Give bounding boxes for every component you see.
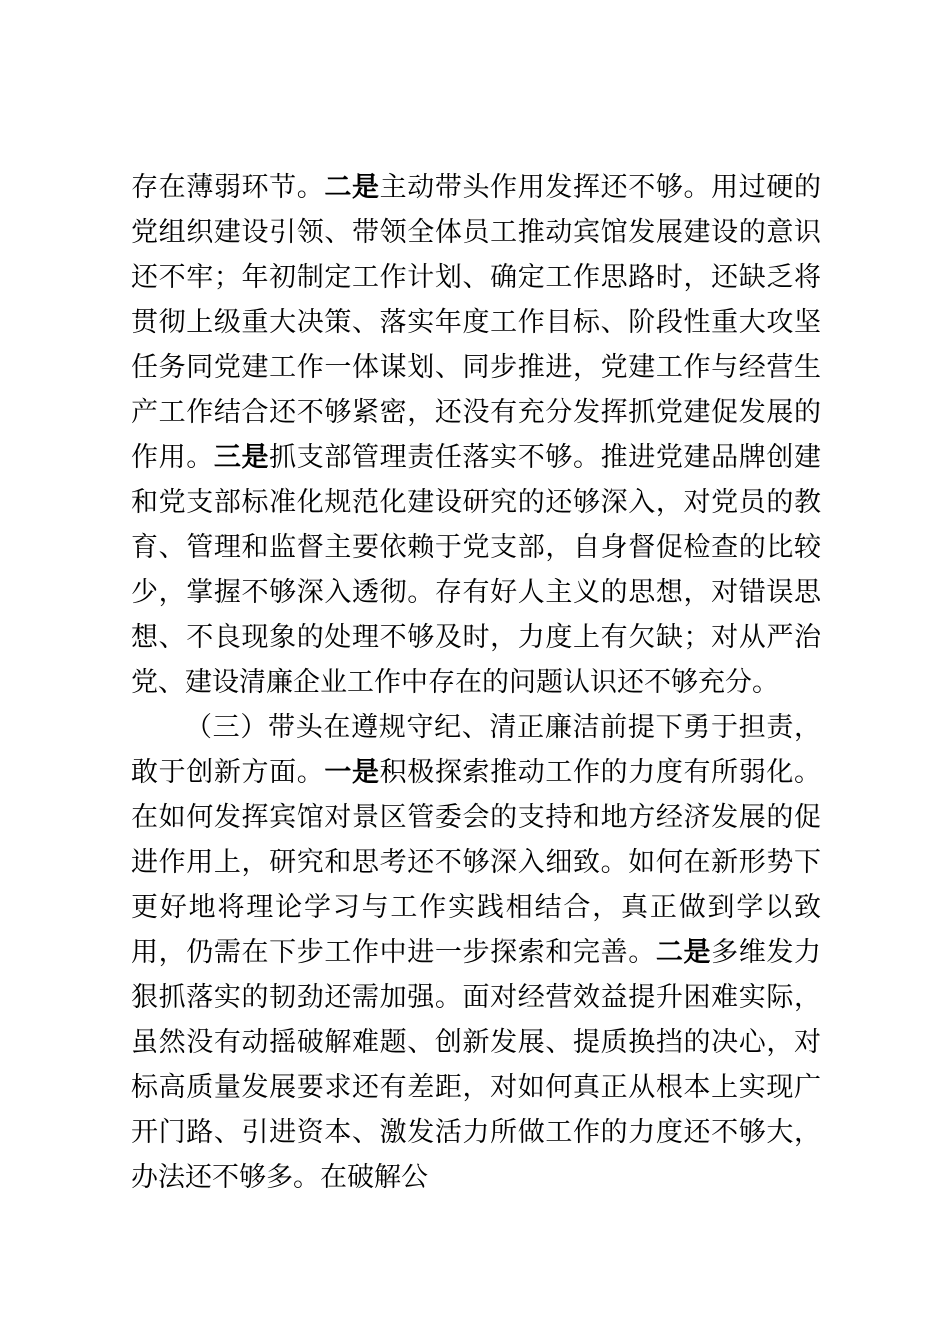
text-run: 存在薄弱环节。 [131, 172, 325, 203]
bold-heading-run: 一是 [324, 757, 380, 788]
body-text [131, 165, 821, 1200]
bold-heading-run: 二是 [655, 937, 712, 968]
text-run: 积极探索推动工作的力度有所弱化。在如何发挥宾馆对景区管委会的支持和地方经济发展的促进作用上，研究和思考还不够深入细致。如何在新形势下更好地将理论学习与工作实践相结合，真正做到学以致用，仍需在下步工作中进一步探索和完善。 [131, 757, 821, 968]
bold-heading-run: 三是 [213, 442, 270, 473]
text-run: 主动带头作用发挥还不够。用过硬的党组织建设引领、带领全体员工推动宾馆发展建设的意识还不牢；年初制定工作计划、确定工作思路时，还缺乏将贯彻上级重大决策、落实年度工作目标、阶段性重大攻坚任务同党建工作一体谋划、同步推进，党建工作与经营生产工作结合还不够紧密，还没有充分发挥抓党建促发展的作用。 [131, 172, 821, 473]
text-run: 多维发力狠抓落实的韧劲还需加强。面对经营效益提升困难实际，虽然没有动摇破解难题、创新发展、提质换挡的决心，对标高质量发展要求还有差距，对如何真正从根本上实现广开门路、引进资本、激发活力所做工作的力度还不够大，办法还不够多。在破解公 [131, 937, 821, 1193]
text-run: 抓支部管理责任落实不够。推进党建品牌创建和党支部标准化规范化建设研究的还够深入，对党员的教育、管理和监督主要依赖于党支部，自身督促检查的比较少，掌握不够深入透彻。存有好人主义的思想，对错误思想、不良现象的处理不够及时，力度上有欠缺；对从严治党、建设清廉企业工作中存在的问题认识还不够充分。 [131, 442, 821, 698]
paragraph-2 [131, 705, 821, 1200]
bold-heading-run: 二是 [324, 172, 380, 203]
text-run: （三）带头在遵规守纪、清正廉洁前提下勇于担责，敢于创新方面。 [131, 712, 821, 788]
paragraph-1 [131, 165, 821, 705]
